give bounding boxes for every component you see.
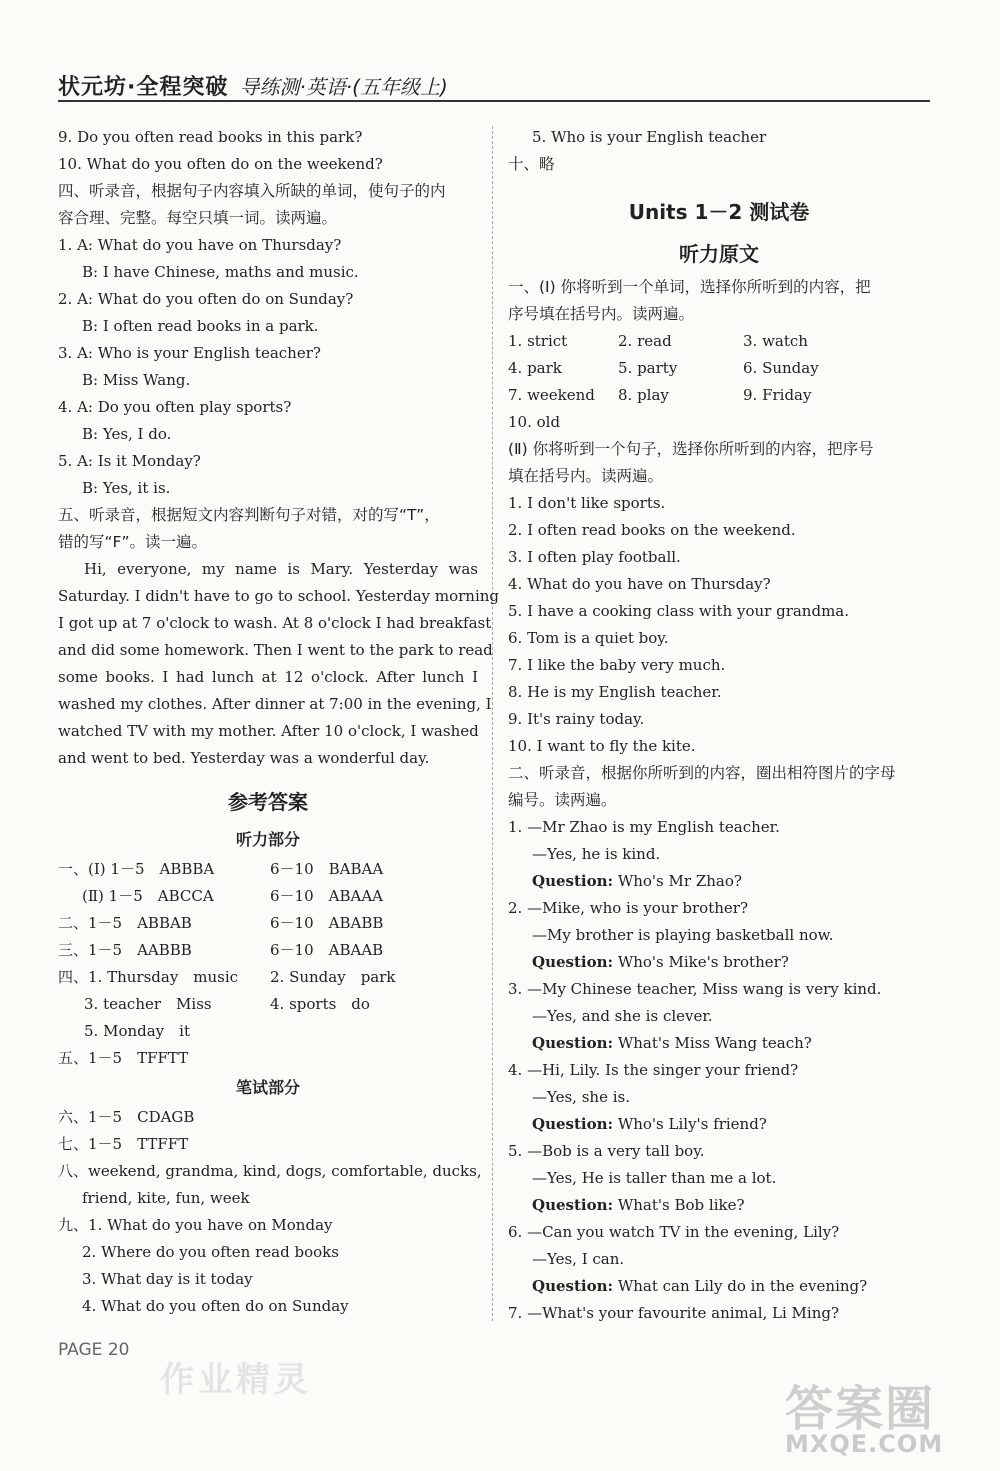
word-item: 5. party xyxy=(618,359,678,377)
question-label: Question: xyxy=(532,1196,614,1214)
text-line: 10. What do you often do on the weekend? xyxy=(58,155,383,173)
watermark-logo: 答案圈 xyxy=(785,1381,936,1437)
answer-row xyxy=(58,856,478,883)
dialog-question xyxy=(508,1192,930,1219)
page-number: PAGE 20 xyxy=(58,1340,130,1360)
writing-answer: 七、1－5 TTFFT xyxy=(58,1135,189,1153)
watermark-text: 作业精灵 xyxy=(160,1360,312,1400)
script-title: 听力原文 xyxy=(679,242,759,266)
right-column xyxy=(508,124,930,1327)
dialog-a: 1. A: What do you have on Thursday? xyxy=(58,236,342,254)
answer-b: 4. sports do xyxy=(270,995,370,1013)
dialog-b: B: Miss Wang. xyxy=(82,371,191,389)
question-label: Question: xyxy=(532,953,614,971)
question-text: Who's Lily's friend? xyxy=(617,1115,767,1133)
text-line: 十、略 xyxy=(508,155,555,173)
answer-b: 6－10 BABAA xyxy=(270,860,384,878)
answer-a: 三、1－5 AABBB xyxy=(58,941,192,959)
watermark-url: MXQE.COM xyxy=(785,1430,944,1458)
dialog-b: B: I have Chinese, maths and music. xyxy=(82,263,359,281)
word-row xyxy=(508,328,930,355)
word-item: 4. park xyxy=(508,359,562,377)
answer-a: 5. Monday it xyxy=(84,1022,190,1040)
answer-row xyxy=(58,964,478,991)
part-2-title: (Ⅱ) 你将听到一个句子，选择你所听到的内容，把序号 xyxy=(508,440,874,458)
answer-b: 6－10 ABABB xyxy=(270,914,384,932)
word-row xyxy=(508,382,930,409)
writing-answer: 九、1. What do you have on Monday xyxy=(58,1216,333,1234)
dialog-line: —Yes, he is kind. xyxy=(532,845,661,863)
dialog-question xyxy=(508,949,930,976)
passage-line: Saturday. I didn't have to go to school. Yesterday morning xyxy=(58,587,500,605)
listening-part-title: 听力部分 xyxy=(235,830,300,849)
word-item: 3. watch xyxy=(743,332,808,350)
dialog-a: 5. A: Is it Monday? xyxy=(58,452,201,470)
word-row xyxy=(508,355,930,382)
writing-answer: 4. What do you often do on Sunday xyxy=(82,1297,349,1315)
word-item: 10. old xyxy=(508,413,561,431)
section-4-title: 容合理、完整。每空只填一词。读两遍。 xyxy=(58,209,338,227)
passage-line: I got up at 7 o'clock to wash. At 8 o'clock I had breakfast xyxy=(58,614,492,632)
sentence-item: 4. What do you have on Thursday? xyxy=(508,575,771,593)
dialog-line: 3. —My Chinese teacher, Miss wang is very kind. xyxy=(508,980,882,998)
answer-a: 3. teacher Miss xyxy=(84,995,212,1013)
sentence-item: 3. I often play football. xyxy=(508,548,681,566)
section-2-title: 编号。读两遍。 xyxy=(508,791,617,809)
dialog-question xyxy=(508,1273,930,1300)
question-label: Question: xyxy=(532,1277,614,1295)
sentence-item: 2. I often read books on the weekend. xyxy=(508,521,796,539)
dialog-a: 4. A: Do you often play sports? xyxy=(58,398,292,416)
dialog-b: B: Yes, I do. xyxy=(82,425,172,443)
passage-line: some books. I had lunch at 12 o'clock. After lunch I xyxy=(58,668,478,686)
text-line: 9. Do you often read books in this park? xyxy=(58,128,363,146)
dialog-b: B: I often read books in a park. xyxy=(82,317,319,335)
answer-row xyxy=(58,937,478,964)
dialog-line: 6. —Can you watch TV in the evening, Lily? xyxy=(508,1223,840,1241)
passage-line: washed my clothes. After dinner at 7:00 in the evening, I xyxy=(58,695,492,713)
sentence-item: 6. Tom is a quiet boy. xyxy=(508,629,669,647)
section-5-title: 五、听录音，根据短文内容判断句子对错，对的写“T”， xyxy=(58,506,440,524)
passage-line: and went to bed. Yesterday was a wonderful day. xyxy=(58,749,430,767)
sentence-item: 5. I have a cooking class with your grandma. xyxy=(508,602,850,620)
dialog-question xyxy=(508,1111,930,1138)
dialog-b: B: Yes, it is. xyxy=(82,479,171,497)
dialog-line: 7. —What's your favourite animal, Li Ming? xyxy=(508,1304,840,1322)
dialog-a: 3. A: Who is your English teacher? xyxy=(58,344,321,362)
writing-answer: 六、1－5 CDAGB xyxy=(58,1108,195,1126)
word-item: 8. play xyxy=(618,386,669,404)
passage-line: watched TV with my mother. After 10 o'clock, I washed xyxy=(58,722,479,740)
dialog-line: —Yes, He is taller than me a lot. xyxy=(532,1169,777,1187)
answer-row xyxy=(58,991,478,1018)
dialog-line: 5. —Bob is a very tall boy. xyxy=(508,1142,705,1160)
answers-title: 参考答案 xyxy=(228,790,308,814)
section-5-title: 错的写“F”。读一遍。 xyxy=(58,533,207,551)
passage-line: and did some homework. Then I went to the park to read xyxy=(58,641,493,659)
answer-a: (Ⅱ) 1－5 ABCCA xyxy=(82,887,214,905)
answer-row: 五、1－5 TFFTT xyxy=(58,1049,189,1067)
dialog-question xyxy=(508,1030,930,1057)
question-label: Question: xyxy=(532,872,614,890)
column-divider xyxy=(492,126,493,1321)
word-item: 2. read xyxy=(618,332,672,350)
writing-answer: 3. What day is it today xyxy=(82,1270,253,1288)
unit-test-title: Units 1－2 测试卷 xyxy=(628,200,810,224)
answer-b: 6－10 ABAAB xyxy=(270,941,384,959)
left-column xyxy=(58,124,500,1320)
dialog-question xyxy=(508,868,930,895)
writing-answer: 八、weekend, grandma, kind, dogs, comfortable, ducks, xyxy=(58,1162,482,1180)
question-label: Question: xyxy=(532,1115,614,1133)
question-text: What can Lily do in the evening? xyxy=(617,1277,868,1295)
word-item: 9. Friday xyxy=(743,386,812,404)
sentence-item: 10. I want to fly the kite. xyxy=(508,737,696,755)
question-text: Who's Mr Zhao? xyxy=(617,872,742,890)
answer-b: 2. Sunday park xyxy=(270,968,396,986)
dialog-line: 1. —Mr Zhao is my English teacher. xyxy=(508,818,780,836)
part-2-title: 填在括号内。读两遍。 xyxy=(508,467,664,485)
dialog-line: —Yes, I can. xyxy=(532,1250,625,1268)
header-subtitle: 导练测·英语·(五年级上) xyxy=(239,75,448,99)
sentence-item: 1. I don't like sports. xyxy=(508,494,666,512)
brand-title: 状元坊·全程突破 xyxy=(58,75,229,100)
answer-row xyxy=(58,883,478,910)
answer-b: 6－10 ABAAA xyxy=(270,887,383,905)
answer-row xyxy=(58,910,478,937)
text-line: 5. Who is your English teacher xyxy=(532,128,767,146)
question-text: Who's Mike's brother? xyxy=(617,953,789,971)
section-4-title: 四、听录音，根据句子内容填入所缺的单词，使句子的内 xyxy=(58,182,446,200)
question-text: What's Miss Wang teach? xyxy=(617,1034,812,1052)
part-1-title: 序号填在括号内。读两遍。 xyxy=(508,305,695,323)
sentence-item: 7. I like the baby very much. xyxy=(508,656,726,674)
word-item: 7. weekend xyxy=(508,386,595,404)
answer-a: 一、(Ⅰ) 1－5 ABBBA xyxy=(58,860,215,878)
section-2-title: 二、听录音，根据你所听到的内容，圈出相符图片的字母 xyxy=(508,764,896,782)
question-text: What's Bob like? xyxy=(617,1196,745,1214)
dialog-line: —Yes, she is. xyxy=(532,1088,630,1106)
dialog-line: 2. —Mike, who is your brother? xyxy=(508,899,748,917)
question-label: Question: xyxy=(532,1034,614,1052)
dialog-line: 4. —Hi, Lily. Is the singer your friend? xyxy=(508,1061,799,1079)
writing-part-title: 笔试部分 xyxy=(235,1078,300,1097)
answer-row xyxy=(58,1018,478,1045)
word-item: 6. Sunday xyxy=(743,359,819,377)
word-item: 1. strict xyxy=(508,332,568,350)
dialog-line: —My brother is playing basketball now. xyxy=(532,926,834,944)
sentence-item: 8. He is my English teacher. xyxy=(508,683,722,701)
writing-answer: friend, kite, fun, week xyxy=(82,1189,250,1207)
dialog-a: 2. A: What do you often do on Sunday? xyxy=(58,290,354,308)
passage-line: Hi, everyone, my name is Mary. Yesterday was xyxy=(84,560,478,578)
dialog-line: —Yes, and she is clever. xyxy=(532,1007,713,1025)
writing-answer: 2. Where do you often read books xyxy=(82,1243,339,1261)
sentence-item: 9. It's rainy today. xyxy=(508,710,645,728)
answer-a: 四、1. Thursday music xyxy=(58,968,239,986)
page-header xyxy=(58,70,930,102)
answer-a: 二、1－5 ABBAB xyxy=(58,914,192,932)
part-1-title: 一、(Ⅰ) 你将听到一个单词，选择你所听到的内容，把 xyxy=(508,278,871,296)
